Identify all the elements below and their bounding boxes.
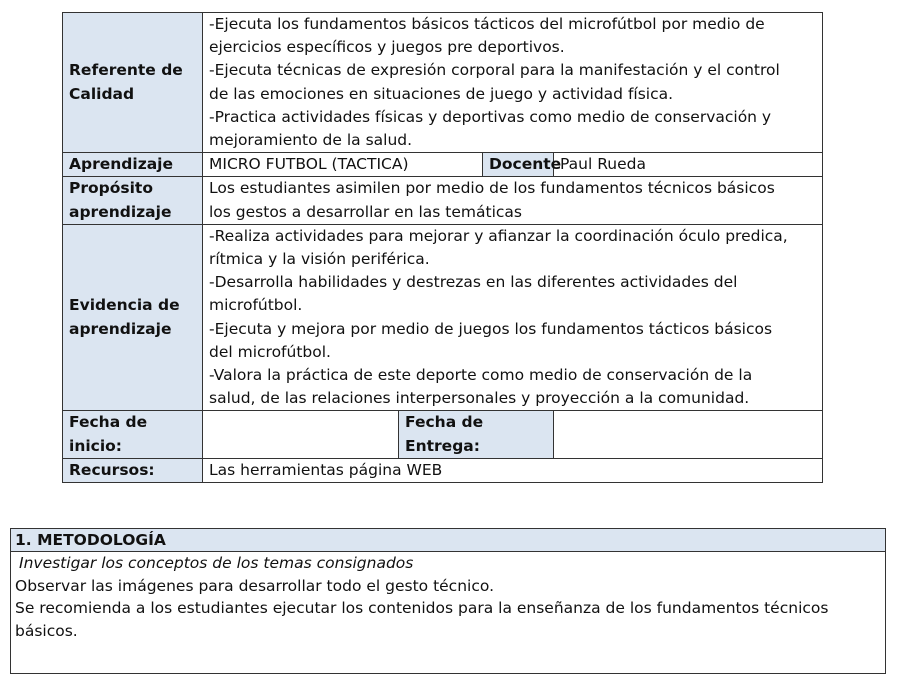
docente-label: Docente bbox=[483, 153, 554, 177]
info-table bbox=[62, 12, 823, 483]
metodologia-body bbox=[11, 552, 885, 642]
evidencia-label: Evidencia de aprendizaje bbox=[63, 224, 203, 411]
evidencia-text: -Realiza actividades para mejorar y afianzar la coordinación óculo predica, rítmica y la visión periférica. -Desarrolla habilidades y destrezas en las diferentes actividades del microfútbol. -Ejecuta y mejora por medio de juegos los fundamentos tácticos básicos del microfútbol. -Valora la práctica de este deporte como medio de conservación de la salud, de las relaciones interpersonales y proyección a la comunidad. bbox=[203, 224, 823, 411]
row-recursos bbox=[63, 458, 823, 482]
row-fechas bbox=[63, 411, 823, 458]
metodologia-title: 1. METODOLOGÍA bbox=[11, 529, 885, 552]
aprendizaje-label: Aprendizaje bbox=[63, 153, 203, 177]
fecha-entrega-label: Fecha de Entrega: bbox=[399, 411, 554, 458]
row-proposito bbox=[63, 177, 823, 224]
referente-label: Referente de Calidad bbox=[63, 13, 203, 153]
row-evidencia bbox=[63, 224, 823, 411]
row-aprendizaje bbox=[63, 153, 823, 177]
metodologia-line: Se recomienda a los estudiantes ejecutar los contenidos para la enseñanza de los fundamentos técnicos bbox=[15, 599, 829, 617]
fecha-inicio-value bbox=[203, 411, 399, 458]
recursos-label: Recursos: bbox=[63, 458, 203, 482]
metodologia-section bbox=[10, 528, 886, 674]
proposito-text: Los estudiantes asimilen por medio de los fundamentos técnicos básicos los gestos a desarrollar en las temáticas bbox=[203, 177, 823, 224]
proposito-label: Propósito aprendizaje bbox=[63, 177, 203, 224]
row-referente bbox=[63, 13, 823, 153]
recursos-value: Las herramientas página WEB bbox=[203, 458, 823, 482]
metodologia-line: básicos. bbox=[15, 621, 78, 640]
fecha-inicio-label: Fecha de inicio: bbox=[63, 411, 203, 458]
referente-text: -Ejecuta los fundamentos básicos tácticos del microfútbol por medio de ejercicios específicos y juegos pre deportivos. -Ejecuta técnicas de expresión corporal para la manifestación y el control de las emociones en situaciones de juego y actividad física. -Practica actividades físicas y deportivas como medio de conservación y mejoramiento de la salud. bbox=[203, 13, 823, 153]
metodologia-italic-line: Investigar los conceptos de los temas consignados bbox=[19, 554, 414, 572]
fecha-entrega-value bbox=[554, 411, 823, 458]
docente-value: Paul Rueda bbox=[554, 153, 823, 177]
aprendizaje-value: MICRO FUTBOL (TACTICA) bbox=[203, 153, 483, 177]
metodologia-line: Observar las imágenes para desarrollar todo el gesto técnico. bbox=[15, 576, 494, 595]
